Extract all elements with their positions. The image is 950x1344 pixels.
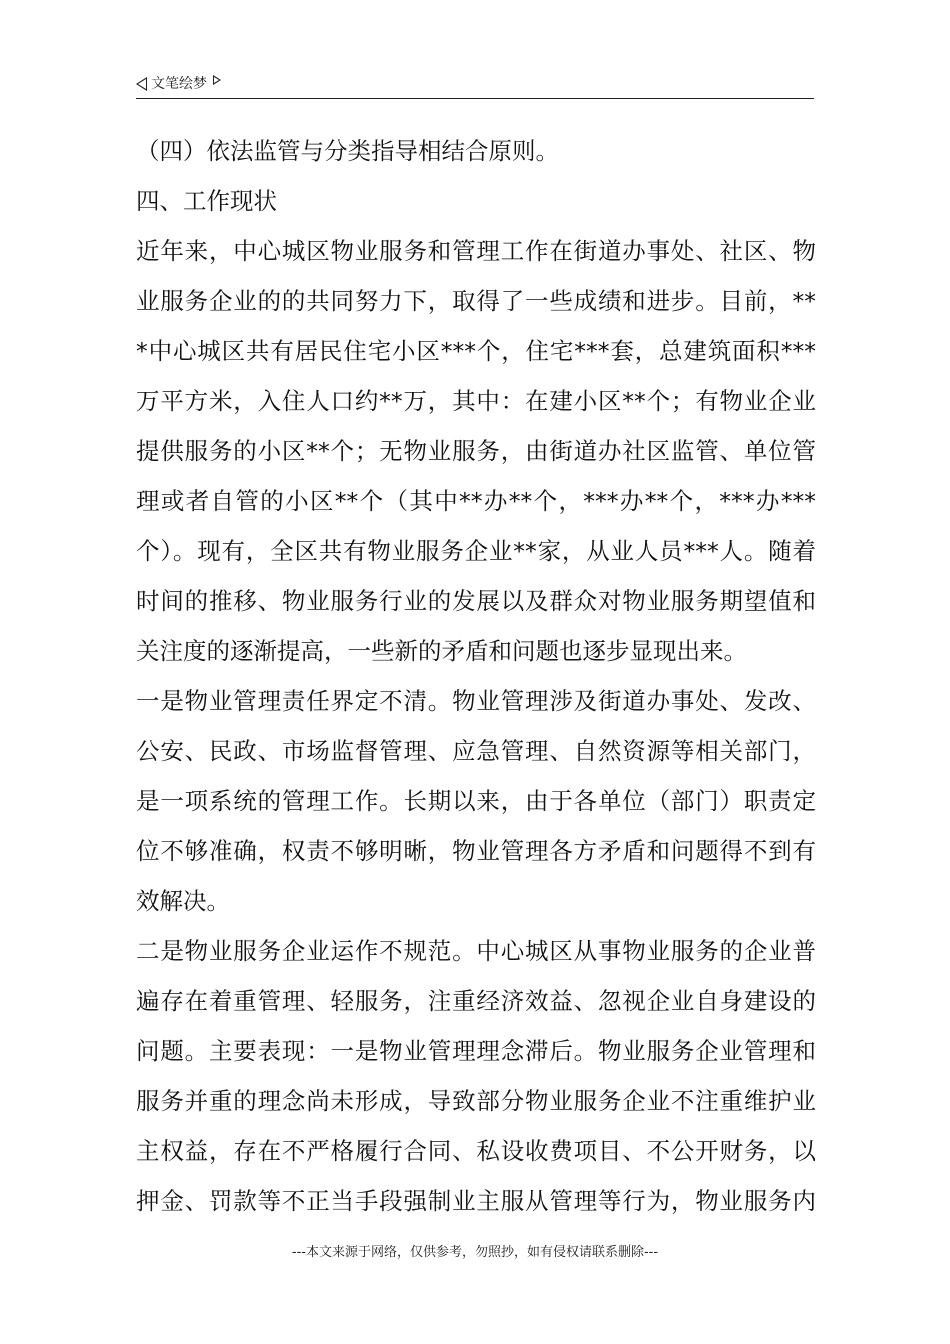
triangle-right-icon [213, 75, 221, 85]
text-line: 押金、罚款等不正当手段强制业主服从管理等行为，物业服务内 [136, 1187, 816, 1215]
text-line: 问题。主要表现：一是物业管理理念滞后。物业服务企业管理和 [136, 1037, 816, 1065]
text-line: 关注度的逐渐提高，一些新的矛盾和问题也逐步显现出来。 [136, 637, 747, 665]
text-line: 提供服务的小区**个；无物业服务，由街道办社区监管、单位管 [136, 437, 816, 465]
text-line: 是一项系统的管理工作。长期以来，由于各单位（部门）职责定 [136, 787, 816, 815]
page-header [136, 72, 814, 99]
text-line: *中心城区共有居民住宅小区***个，住宅***套，总建筑面积*** [136, 337, 816, 365]
text-line: 服务并重的理念尚未形成，导致部分物业服务企业不注重维护业 [136, 1087, 816, 1115]
triangle-left-icon [136, 77, 147, 91]
header-content [136, 74, 221, 94]
text-line: 时间的推移、物业服务行业的发展以及群众对物业服务期望值和 [136, 587, 816, 615]
text-line: 近年来，中心城区物业服务和管理工作在街道办事处、社区、物 [136, 237, 816, 265]
text-line: 业服务企业的的共同努力下，取得了一些成绩和进步。目前，** [136, 287, 816, 315]
text-line: 遍存在着重管理、轻服务，注重经济效益、忽视企业自身建设的 [136, 987, 816, 1015]
page-footer: ---本文来源于网络，仅供参考，勿照抄，如有侵权请联系删除--- [291, 1245, 659, 1260]
text-line: （四）依法监管与分类指导相结合原则。 [136, 137, 559, 165]
text-line: 效解决。 [136, 887, 230, 915]
document-body [136, 126, 816, 1226]
text-line: 位不够准确，权责不够明晰，物业管理各方矛盾和问题得不到有 [136, 837, 816, 865]
text-line: 一是物业管理责任界定不清。物业管理涉及街道办事处、发改、 [136, 687, 816, 715]
text-line: 理或者自管的小区**个（其中**办**个，***办**个，***办*** [136, 487, 816, 515]
text-line: 万平方米，入住人口约**万，其中：在建小区**个；有物业企业 [136, 387, 816, 415]
text-line: 四、工作现状 [136, 187, 277, 215]
text-line: 公安、民政、市场监督管理、应急管理、自然资源等相关部门， [136, 737, 816, 765]
text-line: 个）。现有，全区共有物业服务企业**家，从业人员***人。随着 [136, 537, 816, 565]
text-line: 主权益，存在不严格履行合同、私设收费项目、不公开财务，以 [136, 1137, 816, 1165]
text-line: 二是物业服务企业运作不规范。中心城区从事物业服务的企业普 [136, 937, 816, 965]
header-title: 文笔绘梦 [151, 76, 207, 92]
